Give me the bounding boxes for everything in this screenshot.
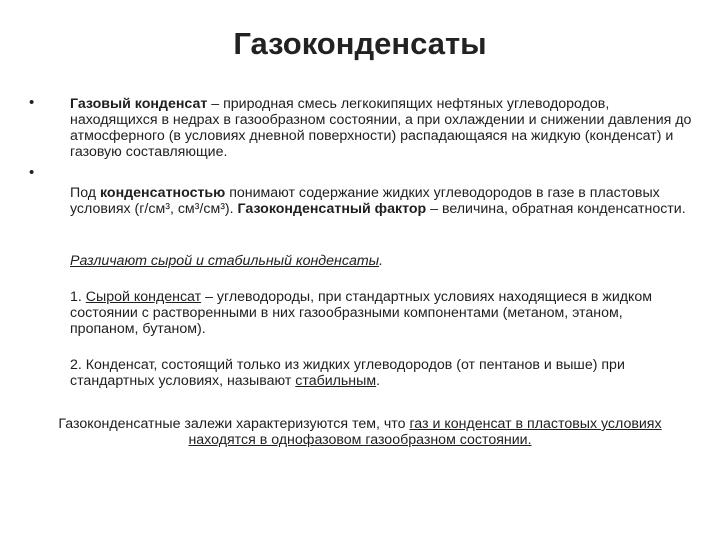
types-heading-end: . [379,253,384,269]
term-stable: стабильным [295,373,377,389]
stable-end: . [376,373,381,389]
types-heading-text: Различают сырой и стабильный конденсаты [70,253,380,269]
text-rest: – величина, обратная конденсатности. [426,201,686,217]
term-raw-condensate: Сырой конденсат [85,289,202,305]
paragraph-raw-condensate [70,289,695,337]
paragraph-condensate-content [70,185,695,217]
text-middle: понимают содержание жидких углеводородов в газе в пластовых условиях (г/см³, см³/см³). [70,185,660,217]
term-gas-condensate: Газовый конденсат [70,96,208,112]
footer-statement [30,416,690,448]
bullet-marker: • [29,94,35,111]
term-gas-condensate-factor: Газоконденсатный фактор [237,201,427,217]
footer-text: Газоконденсатные залежи характеризуются тем, что [58,416,410,432]
paragraph-stable-condensate [70,357,695,389]
footer-underlined-text: газ и конденсат в пластовых условиях находятся в однофазовом газообразном состоянии. [188,416,662,448]
stable-condensate-text: 2. Конденсат, состоящий только из жидких углеводородов (от пентанов и выше) при стандартных условиях, называют [70,357,625,389]
paragraph-types-heading [70,253,695,269]
paragraph-gas-condensate-definition [70,96,695,160]
raw-condensate-text: – углеводороды, при стандартных условиях находящиеся в жидком состоянии с растворенными в них газообразными компонентами (метаном, этаном, пропаном, бутаном). [70,289,653,337]
definition-text: – природная смесь легкокипящих нефтяных углеводородов, находящихся в недрах в газообразном состоянии, а при охлаждении и снижении давления до атмосферного (в условиях дневной поверхности) распадающаяся на жидкую (конденсат) и газовую составляющие. [70,96,692,160]
text-prefix: Под [70,185,100,201]
item-number: 1. [70,289,86,305]
slide-title: Газоконденсаты [233,26,487,61]
term-condensate-content: конденсатностью [100,185,226,201]
bullet-marker: • [29,164,35,181]
